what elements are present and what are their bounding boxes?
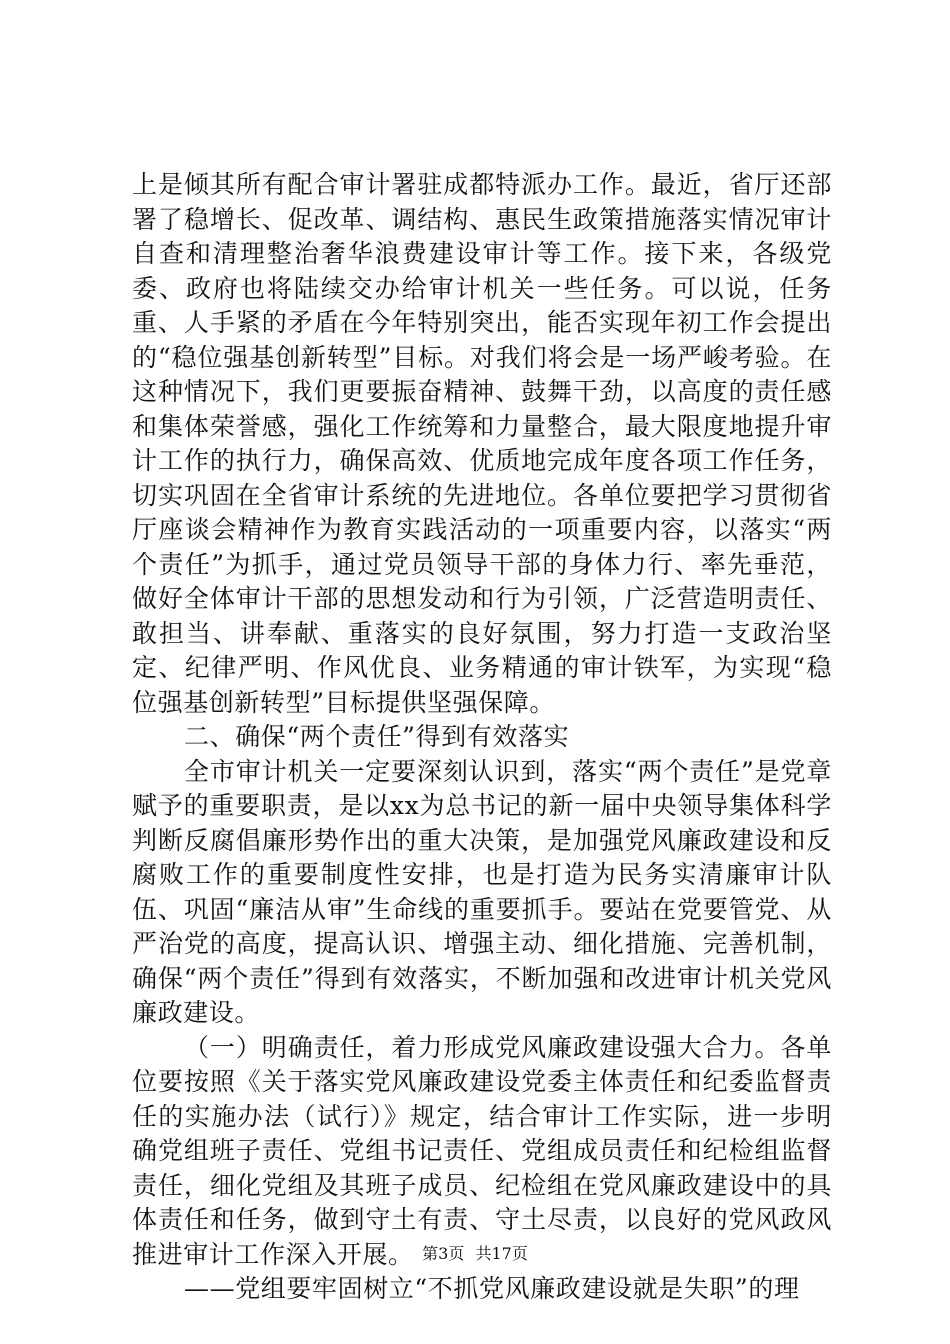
- paragraph: ——党组要牢固树立“不抓党风廉政建设就是失职”的理: [184, 1274, 800, 1303]
- section-heading: 二、确保“两个责任”得到有效落实: [184, 722, 570, 751]
- paragraph: 全市审计机关一定要深刻认识到，落实“两个责任”是党章赋予的重要职责，是以xx为总书记的新一届中央领导集体科学判断反腐倡廉形势作出的重大决策，是加强党风廉政建设和反腐败工作的重要制度性安排，也是打造为民务实清廉审计队伍、巩固“廉洁从审”生命线的重要抓手。要站在党要管党、从严治党的高度，提高认识、增强主动、细化措施、完善机制，确保“两个责任”得到有效落实，不断加强和改进审计机关党风廉政建设。: [132, 756, 832, 1027]
- paragraph-continued: 上是倾其所有配合审计署驻成都特派办工作。最近，省厅还部署了稳增长、促改革、调结构、惠民生政策措施落实情况审计自查和清理整治奢华浪费建设审计等工作。接下来，各级党委、政府也将陆续交办给审计机关一些任务。可以说，任务重、人手紧的矛盾在今年特别突出，能否实现年初工作会提出的“稳位强基创新转型”目标。对我们将会是一场严峻考验。在这种情况下，我们更要振奋精神、鼓舞干劲，以高度的责任感和集体荣誉感，强化工作统筹和力量整合，最大限度地提升审计工作的执行力，确保高效、优质地完成年度各项工作任务，切实巩固在全省审计系统的先进地位。各单位要把学习贯彻省厅座谈会精神作为教育实践活动的一项重要内容，以落实“两个责任”为抓手，通过党员领导干部的身体力行、率先垂范，做好全体审计干部的思想发动和行为引领，广泛营造明责任、敢担当、讲奉献、重落实的良好氛围，努力打造一支政治坚定、纪律严明、作风优良、业务精通的审计铁军，为实现“稳位强基创新转型”目标提供坚强保障。: [132, 170, 832, 717]
- document-body: [132, 168, 832, 1307]
- page-footer: [0, 1244, 950, 1264]
- page-number: 第3页: [422, 1244, 465, 1263]
- paragraph: （一）明确责任，着力形成党风廉政建设强大合力。各单位要按照《关于落实党风廉政建设党委主体责任和纪委监督责任的实施办法（试行）》规定，结合审计工作实际，进一步明确党组班子责任、党组书记责任、党组成员责任和纪检组监督责任，细化党组及其班子成员、纪检组在党风廉政建设中的具体责任和任务，做到守土有责、守土尽责，以良好的党风政风推进审计工作深入开展。: [132, 1032, 832, 1269]
- page-total: 共17页: [475, 1244, 528, 1263]
